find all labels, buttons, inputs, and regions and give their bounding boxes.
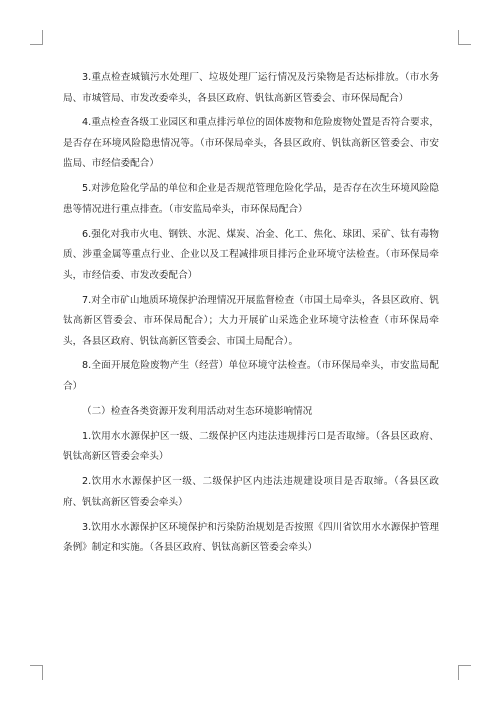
paragraph: 6.强化对我市火电、钢铁、水泥、煤炭、冶金、化工、焦化、球团、采矿、钛有毒物质、涉重金属等重点行业、企业以及工程减排项目排污企业环境守法检查。（市环保局牵头，市经信委、市发改委配合） xyxy=(63,228,439,281)
crop-mark-top-right xyxy=(458,30,471,45)
crop-mark-bottom-right xyxy=(458,665,471,680)
section-heading: （二）检查各类资源开发利用活动对生态环境影响情况 xyxy=(82,405,313,417)
paragraph: 2.饮用水水源保护区一级、二级保护区内违法违规建设项目是否取缔。（各县区政府、钒钛高新区管委会牵头） xyxy=(63,476,439,508)
paragraph: 3.饮用水水源保护区环境保护和污染防治规划是否按照《四川省饮用水水源保护管理条例》制定和实施。（各县区政府、钒钛高新区管委会牵头） xyxy=(63,521,439,554)
paragraph: 7.对全市矿山地质环境保护治理情况开展监督检查（市国土局牵头，各县区政府、钒钛高新区管委会、市环保局配合）；大力开展矿山采选企业环境守法检查（市环保局牵头，各县区政府、钒钛高新区管委会、市国土局配合）。 xyxy=(63,294,439,347)
crop-mark-top-left xyxy=(30,30,43,45)
paragraph: 3.重点检查城镇污水处理厂、垃圾处理厂运行情况及污染物是否达标排放。（市水务局、市城管局、市发改委牵头，各县区政府、钒钛高新区管委会、市环保局配合） xyxy=(63,72,439,104)
paragraph: 5.对涉危险化学品的单位和企业是否规范管理危险化学品，是否存在次生环境风险隐患等情况进行重点排查。（市安监局牵头，市环保局配合） xyxy=(63,183,439,215)
paragraph: 8.全面开展危险废物产生（经营）单位环境守法检查。（市环保局牵头，市安监局配合） xyxy=(63,360,439,392)
paragraph: 1.饮用水水源保护区一级、二级保护区内违法违规排污口是否取缔。（各县区政府、钒钛高新区管委会牵头） xyxy=(63,430,439,463)
document-body xyxy=(63,68,439,563)
crop-mark-bottom-left xyxy=(30,665,43,680)
paragraph: 4.重点检查各级工业园区和重点排污单位的固体废物和危险废物处置是否符合要求，是否存在环境风险隐患情况等。（市环保局牵头，各县区政府、钒钛高新区管委会、市安监局、市经信委配合） xyxy=(63,117,439,170)
